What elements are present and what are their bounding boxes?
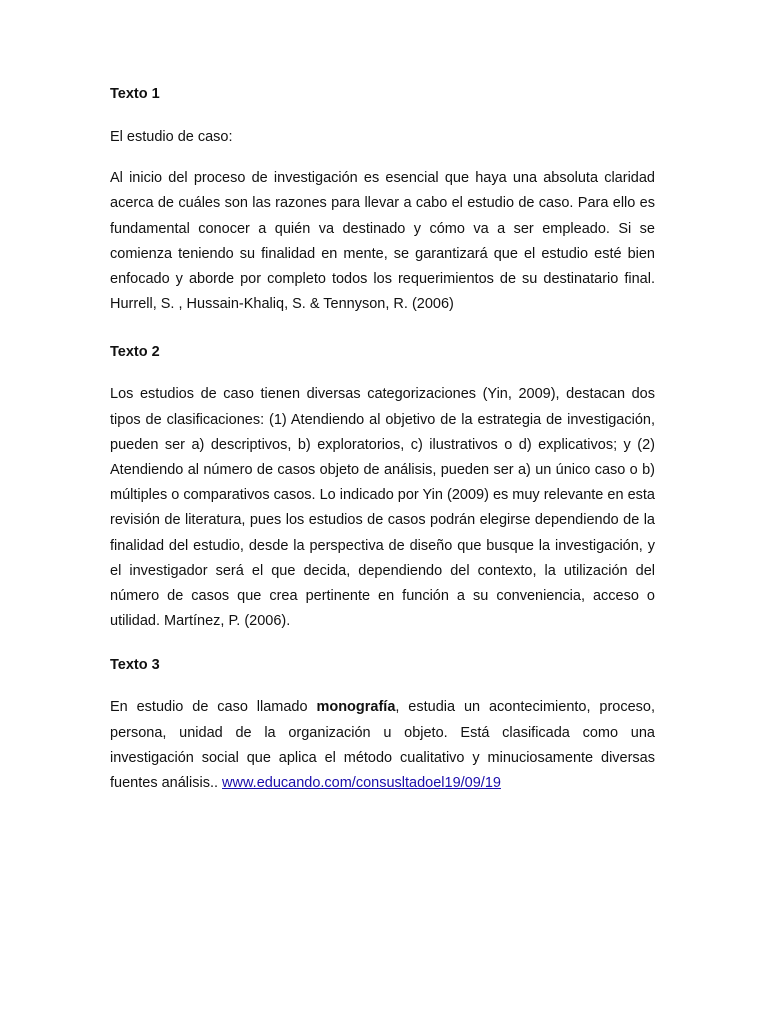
texto-1-subtitle: El estudio de caso: xyxy=(110,129,233,145)
texto-2-heading: Texto 2 xyxy=(110,344,160,361)
texto-1-paragraph: Al inicio del proceso de investigación es esencial que haya una absoluta claridad acerca de cuáles son las razones para llevar a cabo el estudio de caso. Para ello es fundamental conocer a quién va destinado y cómo va a ser empleado. Si se comienza teniendo su finalidad en mente, se garantizará que el estudio esté bien enfocado y aborde por completo todos los requerimientos de su destinatario final. Hurrell, S. , Hussain-Khaliq, S. & Tennyson, R. (2006) xyxy=(110,170,655,313)
texto-3-text-before: En estudio de caso llamado xyxy=(110,699,317,716)
texto-1-heading: Texto 1 xyxy=(110,86,160,102)
texto-3-paragraph xyxy=(110,695,655,796)
texto-3-text-after: , estudia un acontecimiento, proceso, persona, unidad de la organización u objeto. Está clasificada como una investigación social que aplica el método cualitativo y minuciosamente diversas fuentes análisis.. xyxy=(110,699,655,792)
texto-2-paragraph: Los estudios de caso tienen diversas categorizaciones (Yin, 2009), destacan dos tipos de clasificaciones: (1) Atendiendo al objetivo de la estrategia de investigación, pueden ser a) descriptivos, b) exploratorios, c) ilustrativos o d) explicativos; y (2) Atendiendo al número de casos objeto de análisis, pueden ser a) un único caso o b) múltiples o comparativos casos. Lo indicado por Yin (2009) es muy relevante en esta revisión de literatura, pues los estudios de casos podrán elegirse dependiendo de la finalidad del estudio, desde la perspectiva de diseño que busque la investigación, y el investigador será el que decida, dependiendo del contexto, la utilización del número de casos que crea pertinente en función a su conveniencia, acceso o utilidad. Martínez, P. (2006). xyxy=(110,386,655,630)
source-link[interactable]: www.educando.com/consusltadoel19/09/19 xyxy=(222,775,501,792)
texto-3-heading: Texto 3 xyxy=(110,657,160,674)
texto-3-bold-term: monografía xyxy=(316,699,396,716)
document-page xyxy=(110,84,655,796)
